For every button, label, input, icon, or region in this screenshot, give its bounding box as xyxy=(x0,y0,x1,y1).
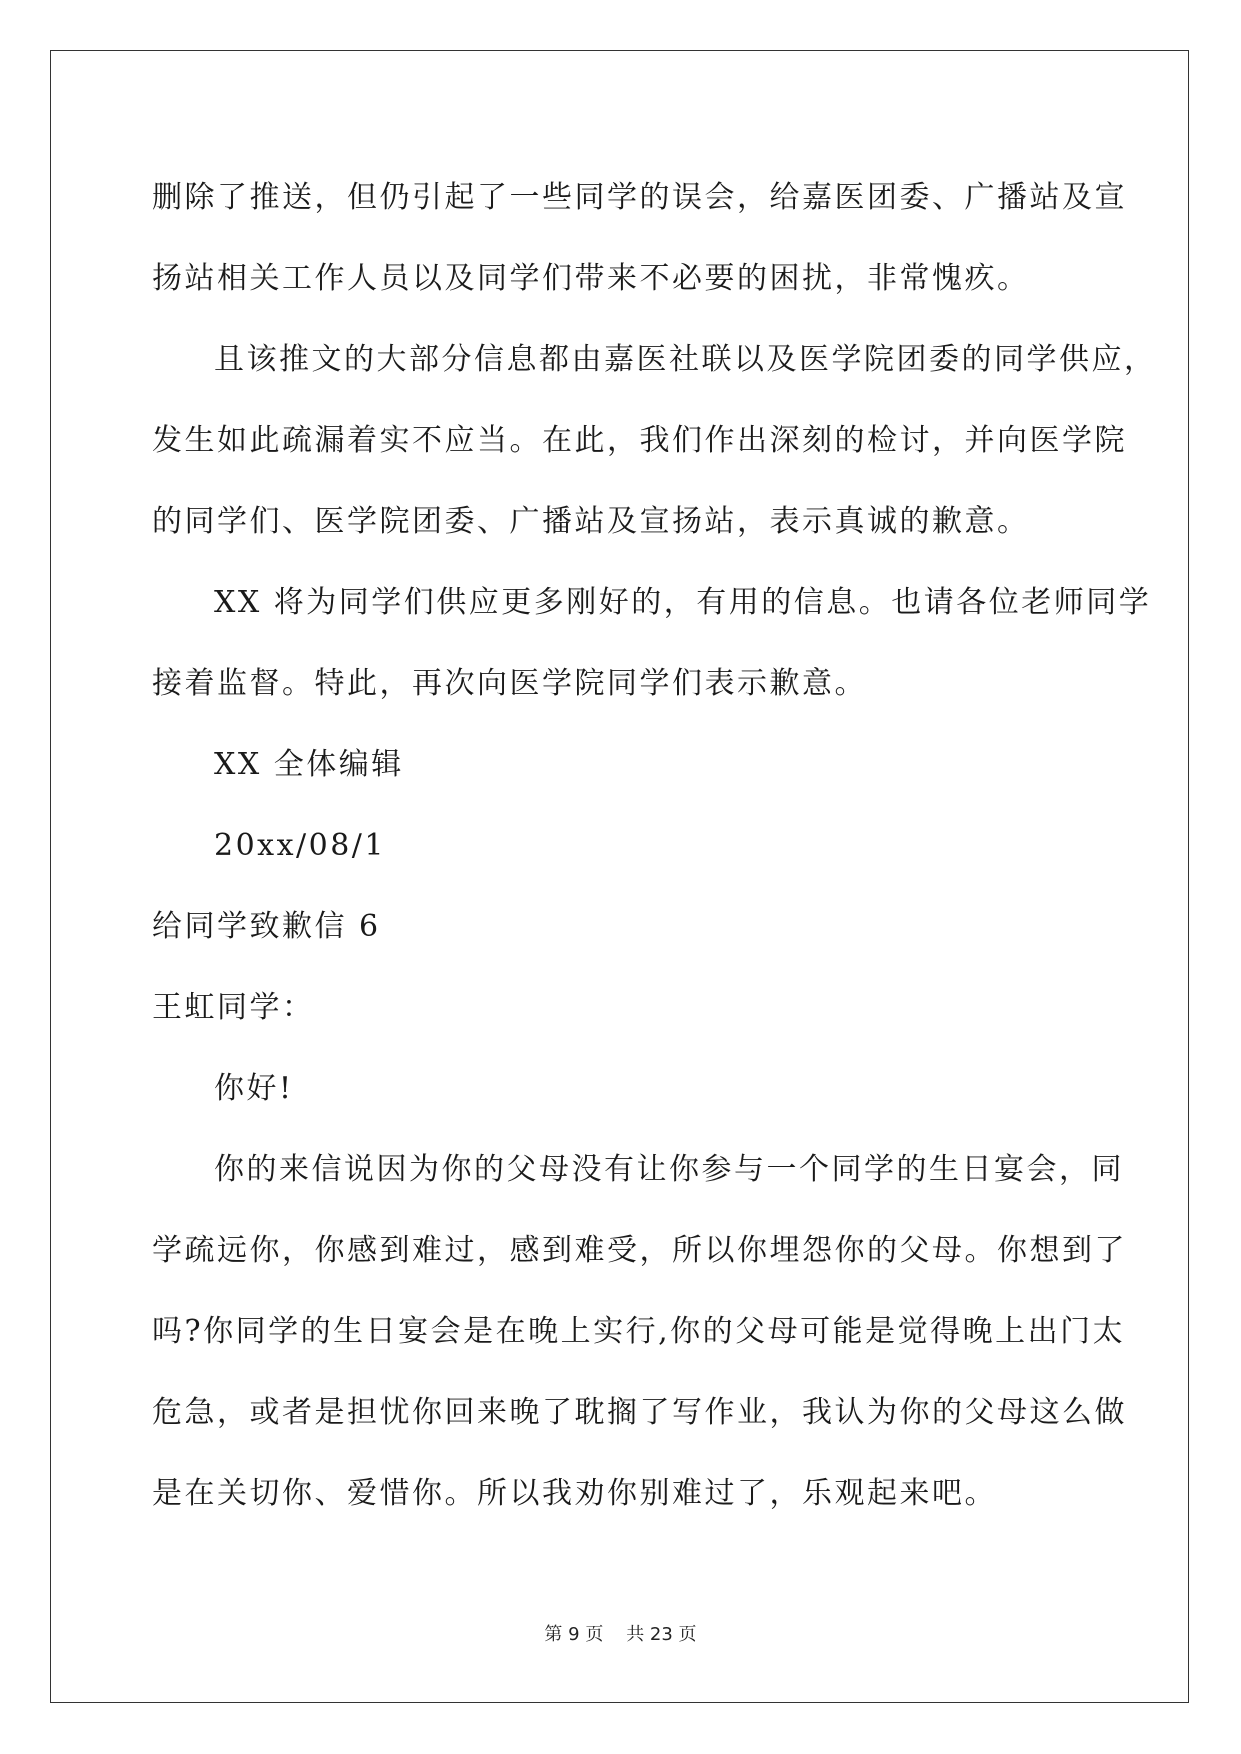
text-line-13: 你的来信说因为你的父母没有让你参与一个同学的生日宴会，同 xyxy=(214,1152,1124,1187)
text-line-4: 发生如此疏漏着实不应当。在此，我们作出深刻的检讨，并向医学院 xyxy=(152,423,1127,458)
text-line-14: 学疏远你，你感到难过，感到难受，所以你埋怨你的父母。你想到了 xyxy=(152,1233,1127,1268)
section-heading: 给同学致歉信 6 xyxy=(152,909,381,944)
text-line-1: 删除了推送，但仍引起了一些同学的误会，给嘉医团委、广播站及宣 xyxy=(152,180,1127,215)
document-body xyxy=(152,157,1157,1534)
text-line-7: 接着监督。特此，再次向医学院同学们表示歉意。 xyxy=(152,666,867,701)
text-line-6: XX 将为同学们供应更多刚好的，有用的信息。也请各位老师同学 xyxy=(214,585,1152,620)
page-footer xyxy=(0,1620,1241,1646)
text-line-15: 吗?你同学的生日宴会是在晚上实行,你的父母可能是觉得晚上出门太 xyxy=(152,1314,1126,1349)
text-line-2: 扬站相关工作人员以及同学们带来不必要的困扰，非常愧疚。 xyxy=(152,261,1030,296)
salutation: 王虹同学： xyxy=(152,990,315,1025)
greeting: 你好! xyxy=(214,1071,294,1106)
text-line-17: 是在关切你、爱惜你。所以我劝你别难过了，乐观起来吧。 xyxy=(152,1476,997,1511)
page-number-label: 第 9 页 共 23 页 xyxy=(544,1624,697,1645)
text-line-5: 的同学们、医学院团委、广播站及宣扬站，表示真诚的歉意。 xyxy=(152,504,1030,539)
signature-editors: XX 全体编辑 xyxy=(214,747,404,782)
signature-date: 20xx/08/1 xyxy=(214,828,386,863)
text-line-3: 且该推文的大部分信息都由嘉医社联以及医学院团委的同学供应， xyxy=(214,342,1157,377)
text-line-16: 危急，或者是担忧你回来晚了耽搁了写作业，我认为你的父母这么做 xyxy=(152,1395,1127,1430)
